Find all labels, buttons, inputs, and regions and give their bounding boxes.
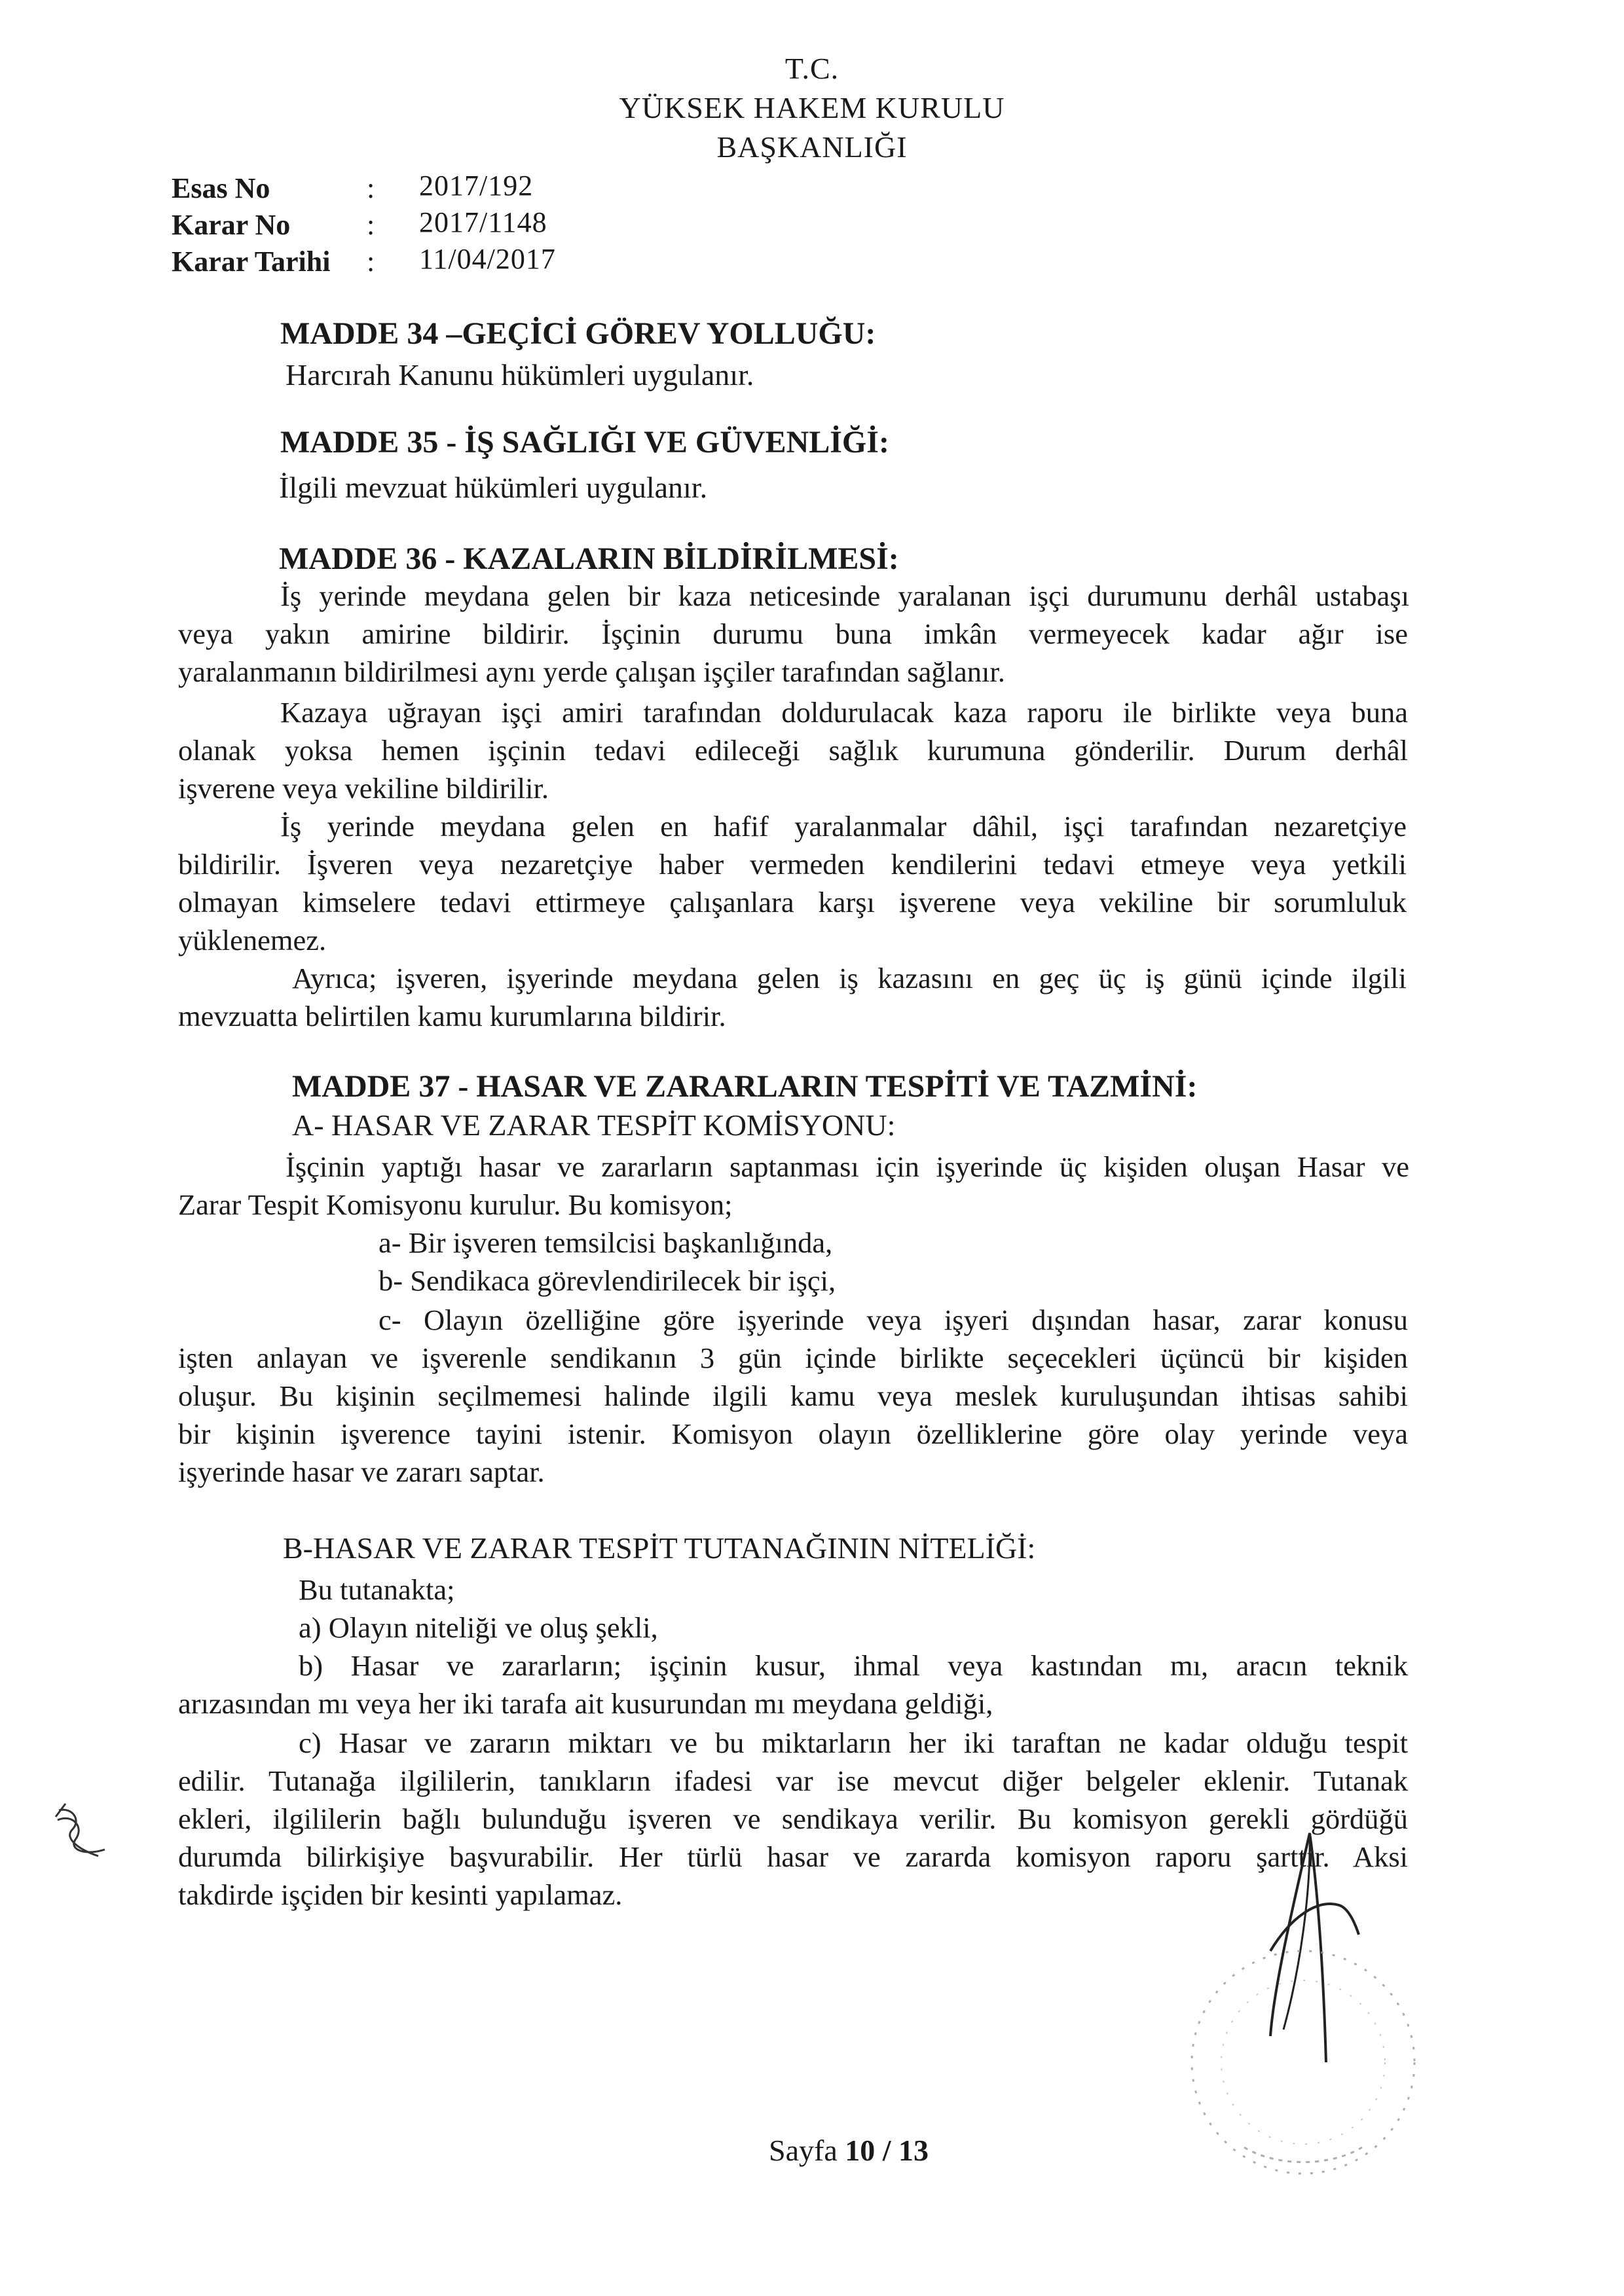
stamp [1166,1931,1441,2193]
paragraph-line: edilir. Tutanağa ilgililerin, tanıkların ifadesi var ise mevcut diğer belgeler eklenir. Tutanak [178,1764,1408,1797]
paragraph-line: işyerinde hasar ve zararı saptar. [178,1455,545,1488]
paragraph-line: arızasından mı veya her iki tarafa ait kusurundan mı meydana geldiği, [178,1687,993,1720]
article-34-heading: MADDE 34 –GEÇİCİ GÖREV YOLLUĞU: [280,316,876,351]
paragraph-line: veya yakın amirine bildirir. İşçinin durumu buna imkân vermeyecek kadar ağır ise [178,617,1408,650]
article-34-text: Harcırah Kanunu hükümleri uygulanır. [286,358,754,392]
page-current: 10 [845,2134,876,2167]
meta-label-karar: Karar No [172,209,291,241]
paragraph-line: mevzuatta belirtilen kamu kurumlarına bildirir. [178,1000,726,1032]
meta-value-karar: 2017/1148 [419,206,547,238]
page-total: 13 [898,2134,929,2167]
paragraph-line: İşçinin yaptığı hasar ve zararların saptanması için işyerinde üç kişiden oluşan Hasar ve [286,1150,1409,1183]
meta-value-esas: 2017/192 [419,170,534,202]
list-item: b- Sendikaca görevlendirilecek bir işçi, [378,1264,836,1297]
paragraph-line: işten anlayan ve işverenle sendikanın 3 gün içinde birlikte seçecekleri üçüncü bir kişiden [178,1341,1408,1374]
paragraph-line: Kazaya uğrayan işçi amiri tarafından doldurulacak kaza raporu ile birlikte veya buna [280,696,1408,729]
initial-mark [46,1794,118,1866]
article-37-heading: MADDE 37 - HASAR VE ZARARLARIN TESPİTİ VE TAZMİNİ: [292,1069,1198,1104]
paragraph-line: işverene veya vekiline bildirilir. [178,772,549,805]
section-b-heading: B-HASAR VE ZARAR TESPİT TUTANAĞININ NİTELİĞİ: [283,1531,1036,1565]
page-sep: / [875,2134,899,2167]
paragraph-line: takdirde işçiden bir kesinti yapılamaz. [178,1878,623,1911]
paragraph-line: Ayrıca; işveren, işyerinde meydana gelen iş kazasını en geç üç iş günü içinde ilgili [292,962,1407,994]
paragraph-line: olanak yoksa hemen işçinin tedavi edileceği sağlık kurumuna gönderilir. Durum derhâl [178,734,1408,767]
page-prefix: Sayfa [769,2134,845,2167]
article-35-heading: MADDE 35 - İŞ SAĞLIĞI VE GÜVENLİĞİ: [280,425,889,460]
meta-sep: : [367,209,375,241]
meta-sep: : [367,246,375,278]
article-36-heading: MADDE 36 - KAZALARIN BİLDİRİLMESİ: [279,541,899,576]
list-item: a- Bir işveren temsilcisi başkanlığında, [378,1226,833,1259]
meta-label-tarih: Karar Tarihi [172,246,331,278]
paragraph-line: İş yerinde meydana gelen en hafif yaralanmalar dâhil, işçi tarafından nezaretçiye [280,810,1407,843]
paragraph-line: İş yerinde meydana gelen bir kaza neticesinde yaralanan işçi durumunu derhâl ustabaşı [280,579,1409,612]
list-item: a) Olayın niteliği ve oluş şekli, [299,1611,658,1644]
paragraph-line: Zarar Tespit Komisyonu kurulur. Bu komisyon; [178,1188,733,1221]
paragraph-line: yüklenemez. [178,924,327,957]
header-institution: YÜKSEK HAKEM KURULU [619,91,1005,124]
list-item: c) Hasar ve zararın miktarı ve bu miktarların her iki taraftan ne kadar olduğu tespit [299,1726,1408,1759]
meta-value-tarih: 11/04/2017 [419,243,556,275]
header-presidency: BAŞKANLIĞI [716,130,908,164]
section-a-heading: A- HASAR VE ZARAR TESPİT KOMİSYONU: [292,1108,896,1142]
paragraph-line: bildirilir. İşveren veya nezaretçiye haber vermeden kendilerini tedavi etmeye veya yetkili [178,848,1407,881]
list-item: b) Hasar ve zararların; işçinin kusur, ihmal veya kastından mı, aracın teknik [299,1649,1408,1682]
meta-label-esas: Esas No [172,172,270,204]
paragraph-line: ekleri, ilgililerin bağlı bulunduğu işveren ve sendikaya verilir. Bu komisyon gerekli gördüğü [178,1802,1408,1835]
paragraph-line: oluşur. Bu kişinin seçilmemesi halinde ilgili kamu veya meslek kuruluşundan ihtisas sahibi [178,1379,1408,1412]
list-item: c- Olayın özelliğine göre işyerinde veya işyeri dışından hasar, zarar konusu [378,1303,1408,1336]
paragraph-line: bir kişinin işverence tayini istenir. Komisyon olayın özelliklerine göre olay yerinde veya [178,1417,1408,1450]
article-35-text: İlgili mevzuat hükümleri uygulanır. [279,471,708,504]
page-number [769,2133,929,2168]
paragraph-line: Bu tutanakta; [299,1573,455,1606]
header-tc: T.C. [784,52,840,85]
meta-sep: : [367,172,375,204]
paragraph-line: olmayan kimselere tedavi ettirmeye çalışanlara karşı işverene veya vekiline bir sorumluluk [178,886,1407,919]
paragraph-line: durumda bilirkişiye başvurabilir. Her türlü hasar ve zararda komisyon raporu şarttır. Aksi [178,1840,1408,1873]
paragraph-line: yaralanmanın bildirilmesi aynı yerde çalışan işçiler tarafından sağlanır. [178,655,1005,688]
